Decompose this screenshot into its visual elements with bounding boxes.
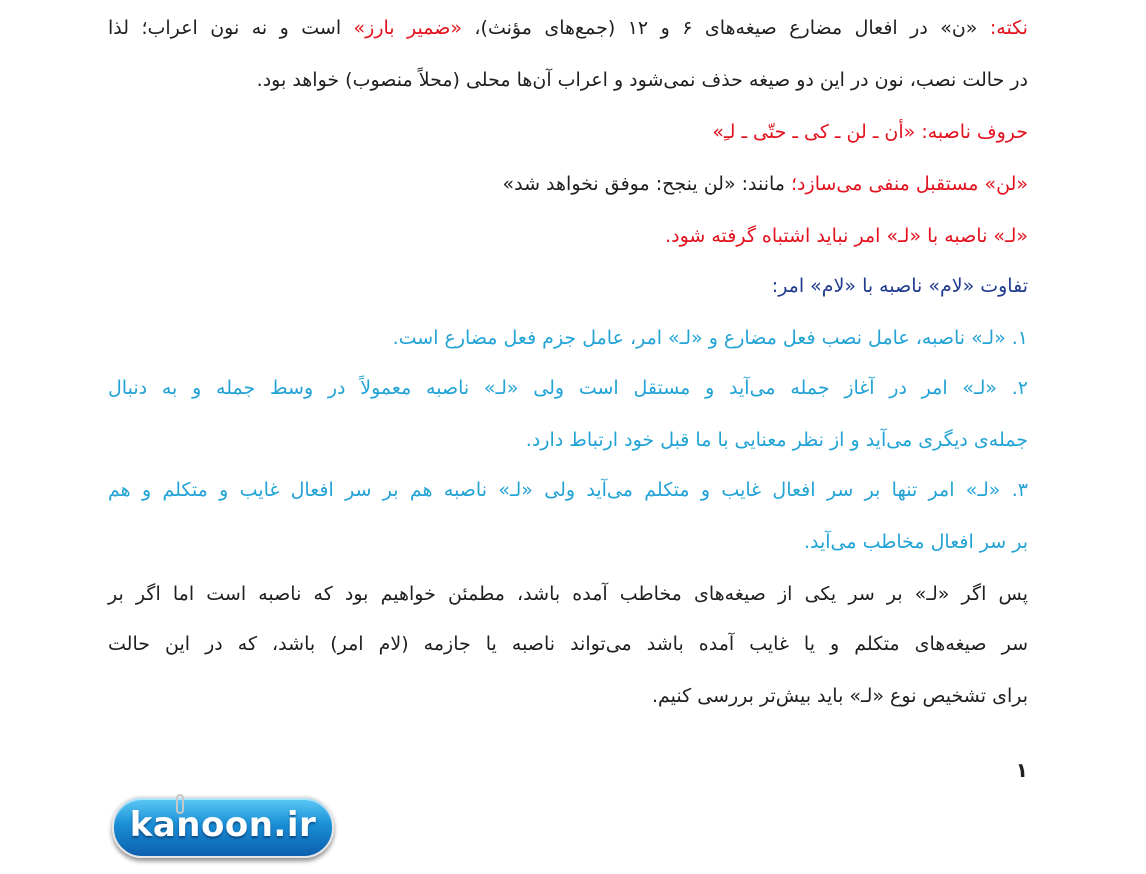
- lan-example: مانند: «لن ینجح: موفق نخواهد شد»: [502, 173, 792, 195]
- note-line-2: در حالت نصب، نون در این دو صیغه حذف نمی‌شود و اعراب آن‌ها محلی (محلاً منصوب) خواهد بود.: [256, 69, 1028, 91]
- difference-item-3-line-1: ۳. «لـ» امر تنها بر سر افعال غایب و متکلم می‌آید ولی «لـ» ناصبه هم بر سر افعال غایب و متکلم و هم: [108, 479, 1028, 501]
- paperclip-icon: [176, 794, 184, 814]
- note-highlight: «ضمیر بارز»: [353, 17, 462, 39]
- conclusion-line-2: سر صیغه‌های متکلم و یا غایب آمده باشد می‌تواند ناصبه یا جازمه (لام امر) باشد، که در این حالت: [108, 633, 1028, 655]
- difference-heading: تفاوت «لام» ناصبه با «لام» امر:: [771, 275, 1028, 297]
- difference-item-2-line-1: ۲. «لـ» امر در آغاز جمله می‌آید و مستقل است ولی «لـ» ناصبه معمولاً در وسط جمله و به دنبال: [108, 377, 1028, 399]
- lan-rule: «لن» مستقبل منفی می‌سازد؛: [791, 173, 1028, 195]
- difference-item-3-line-2: بر سر افعال مخاطب می‌آید.: [803, 531, 1028, 553]
- difference-item-2-line-2: جمله‌ی دیگری می‌آید و از نظر معنایی با ما قبل خود ارتباط دارد.: [525, 429, 1028, 451]
- note-line-1: [108, 12, 1028, 44]
- note-text-1: «ن» در افعال مضارع صیغه‌های ۶ و ۱۲ (جمع‌های مؤنث)،: [461, 17, 978, 39]
- page-number: ۱: [1015, 758, 1028, 782]
- document-page: [108, 0, 1028, 874]
- nasb-letters-heading: حروف ناصبه: «أن ـ لن ـ کی ـ حتّی ـ لـِ»: [712, 121, 1028, 143]
- lan-explanation: [503, 168, 1029, 200]
- conclusion-line-3: برای تشخیص نوع «لـ» باید بیش‌تر بررسی کنیم.: [651, 685, 1028, 707]
- note-text-2: است و نه نون اعراب؛ لذا: [108, 17, 354, 39]
- logo-text: kanoon.ir: [129, 805, 317, 845]
- kanoon-logo[interactable]: [112, 796, 334, 858]
- difference-item-1: ۱. «لـ» ناصبه، عامل نصب فعل مضارع و «لـ» امر، عامل جزم فعل مضارع است.: [392, 327, 1028, 349]
- conclusion-line-1: پس اگر «لـ» بر سر یکی از صیغه‌های مخاطب آمده باشد، مطمئن خواهیم بود که ناصبه است اما اگر بر: [108, 583, 1028, 605]
- note-label: نکته:: [977, 17, 1028, 39]
- lam-warning: «لـ» ناصبه با «لـ» امر نباید اشتباه گرفته شود.: [665, 225, 1028, 247]
